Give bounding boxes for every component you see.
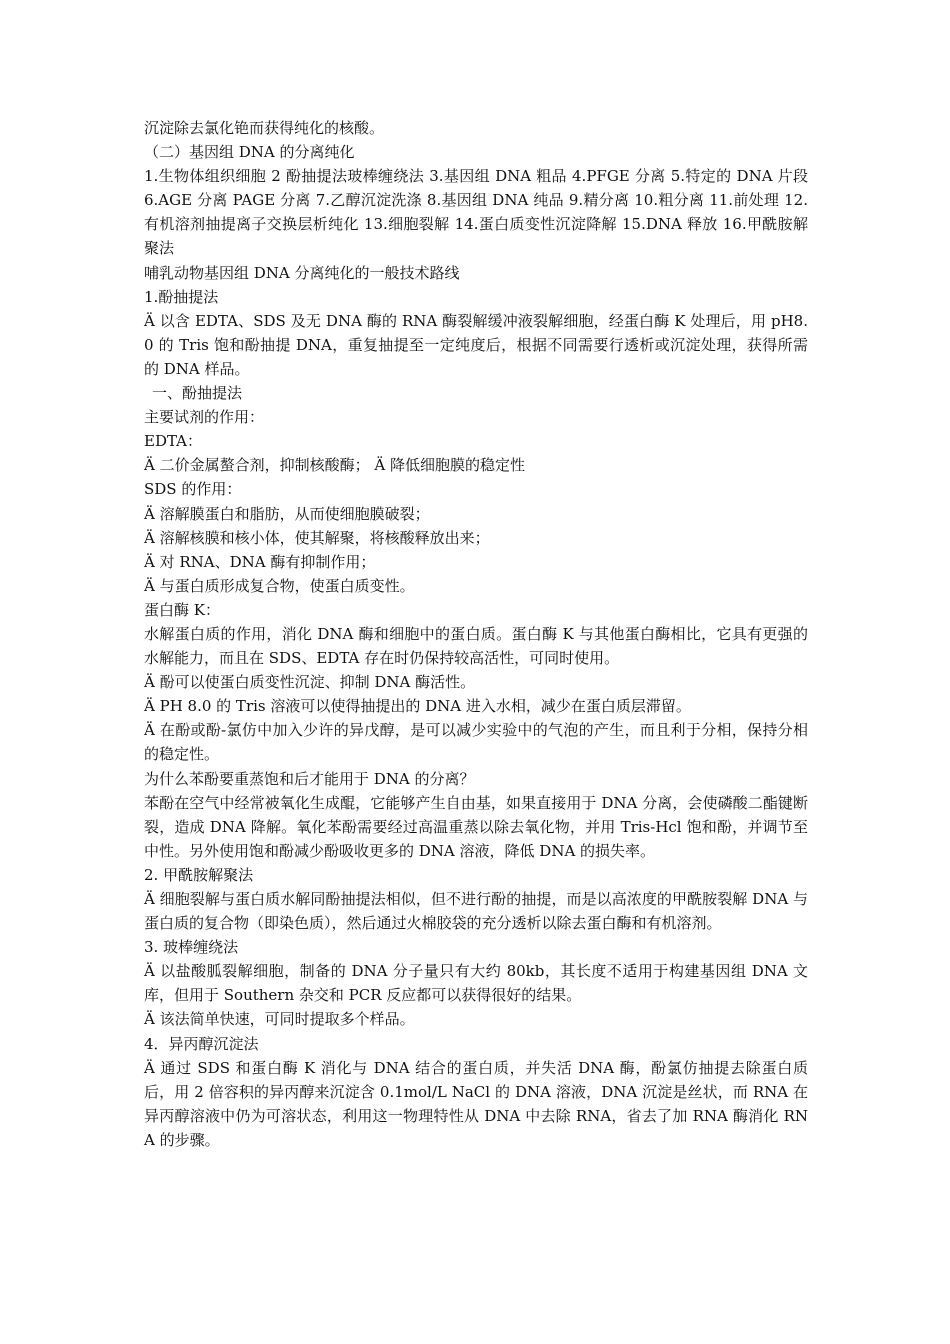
paragraph-technical-route: 哺乳动物基因组 DNA 分离纯化的一般技术路线 xyxy=(144,263,460,282)
bullet-sds-4: Ä 与蛋白质形成复合物，使蛋白质变性。 xyxy=(144,576,415,595)
bullet-formamide: Ä 细胞裂解与蛋白质水解同酚抽提法相似，但不进行酚的抽提，而是以高浓度的甲酰胺裂解 DNA 与蛋白质的复合物（即染色质），然后通过火棉胶袋的充分透析以除去蛋白酶和有机溶剂。 xyxy=(144,890,808,933)
bullet-isopropanol: Ä 通过 SDS 和蛋白酶 K 消化与 DNA 结合的蛋白质，并失活 DNA 酶，酚氯仿抽提去除蛋白质后，用 2 倍容积的异丙醇来沉淀含 0.1mol/L NaCl 的 DNA 溶液，DNA 沉淀是丝状，而 RNA 在异丙醇溶液中仍为可溶状态，利用这一物理特性从 DNA 中去除 RNA，省去了加 RNA 酶消化 RNA 的步骤。 xyxy=(144,1058,808,1149)
paragraph-phenol-method: Ä 以含 EDTA、SDS 及无 DNA 酶的 RNA 酶裂解缓冲液裂解细胞，经蛋白酶 K 处理后，用 pH8.0 的 Tris 饱和酚抽提 DNA，重复抽提至一定纯度后，根据不同需要行透析或沉淀处理，获得所需的 DNA 样品。 xyxy=(144,311,808,378)
heading-formamide: 2. 甲酰胺解聚法 xyxy=(144,865,254,884)
document-page xyxy=(144,116,808,1152)
paragraph-process-steps: 1.生物体组织细胞 2 酚抽提法玻棒缠绕法 3.基因组 DNA 粗品 4.PFGE 分离 5.特定的 DNA 片段 6.AGE 分离 PAGE 分离 7.乙醇沉淀洗涤 8.基因组 DNA 纯品 9.精分离 10.粗分离 11.前处理 12.有机溶剂抽提离子交换层析纯化 13.细胞裂解 14.蛋白质变性沉淀降解 15.DNA 释放 16.甲酰胺解聚法 xyxy=(144,167,808,258)
paragraph-proteinase-k: 水解蛋白质的作用，消化 DNA 酶和细胞中的蛋白质。蛋白酶 K 与其他蛋白酶相比，它具有更强的水解能力，而且在 SDS、EDTA 存在时仍保持较高活性，可同时使用。 xyxy=(144,624,808,668)
heading-sds: SDS 的作用： xyxy=(144,480,242,499)
heading-phenol-extraction-2: 一、酚抽提法 xyxy=(152,384,243,403)
heading-edta: EDTA： xyxy=(144,432,202,451)
bullet-sds-2: Ä 溶解核膜和核小体，使其解聚，将核酸释放出来； xyxy=(144,528,490,547)
bullet-glass-rod-2: Ä 该法简单快速，可同时提取多个样品。 xyxy=(144,1010,415,1029)
bullet-sds-1: Ä 溶解膜蛋白和脂肪，从而使细胞膜破裂； xyxy=(144,504,430,523)
paragraph-main-reagents: 主要试剂的作用： xyxy=(144,408,265,427)
heading-glass-rod: 3. 玻棒缠绕法 xyxy=(144,938,239,957)
heading-phenol-extraction: 1.酚抽提法 xyxy=(144,287,219,306)
bullet-phenol: Ä 酚可以使蛋白质变性沉淀、抑制 DNA 酶活性。 xyxy=(144,673,476,692)
heading-proteinase-k: 蛋白酶 K： xyxy=(144,600,220,619)
section-heading-genomic-dna: （二）基因组 DNA 的分离纯化 xyxy=(144,143,355,162)
bullet-isoamyl: Ä 在酚或酚-氯仿中加入少许的异戊醇，是可以减少实验中的气泡的产生，而且利于分相，保持分相的稳定性。 xyxy=(144,721,808,764)
bullet-sds-3: Ä 对 RNA、DNA 酶有抑制作用； xyxy=(144,552,376,571)
bullet-tris: Ä PH 8.0 的 Tris 溶液可以使得抽提出的 DNA 进入水相，减少在蛋白质层滞留。 xyxy=(144,697,691,716)
paragraph-redistilled-phenol: 苯酚在空气中经常被氧化生成醌，它能够产生自由基，如果直接用于 DNA 分离，会使磷酸二酯键断裂，造成 DNA 降解。氧化苯酚需要经过高温重蒸以除去氧化物，并用 Tris-Hcl 饱和酚，并调节至中性。另外使用饱和酚减少酚吸收更多的 DNA 溶液，降低 DNA 的损失率。 xyxy=(144,793,808,860)
bullet-glass-rod-1: Ä 以盐酸胍裂解细胞，制备的 DNA 分子量只有大约 80kb，其长度不适用于构建基因组 DNA 文库，但用于 Southern 杂交和 PCR 反应都可以获得很好的结果。 xyxy=(144,962,808,1005)
heading-isopropanol: 4．异丙醇沉淀法 xyxy=(144,1034,259,1053)
paragraph-cesium-chloride: 沉淀除去氯化铯而获得纯化的核酸。 xyxy=(144,119,385,137)
question-redistilled-phenol: 为什么苯酚要重蒸饱和后才能用于 DNA 的分离？ xyxy=(144,769,475,788)
bullet-edta: Ä 二价金属螯合剂，抑制核酸酶； Ä 降低细胞膜的稳定性 xyxy=(144,456,525,475)
